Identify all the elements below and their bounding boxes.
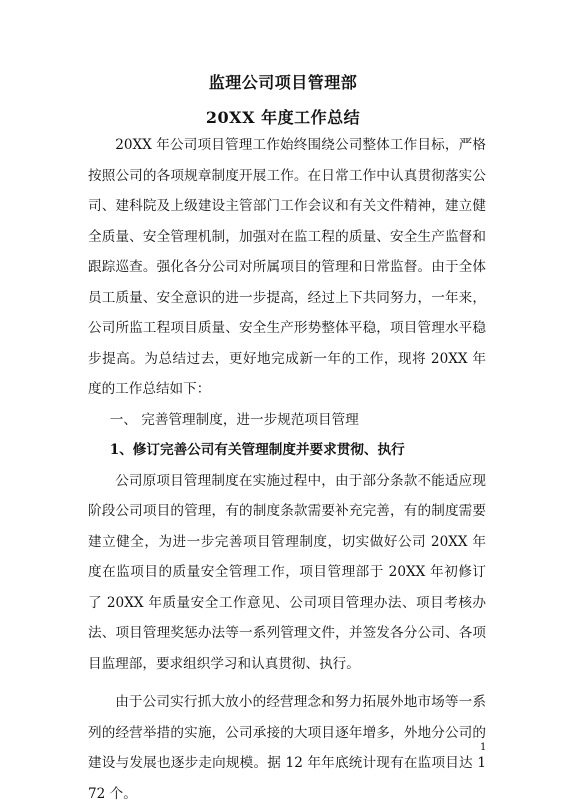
section-heading: 一、 完善管理制度，进一步规范项目管理 [109, 411, 359, 428]
document-subtitle: 20XX 年度工作总结 [205, 108, 361, 127]
body-paragraph: 由于公司实行抓大放小的经营理念和努力拓展外地市场等一系列的经营举措的实施，公司承接的大项目逐年增多，外地分公司的建设与发展也逐步走向规模。据 12 年年底统计现有在监项目达 172 个。 [88, 694, 486, 802]
document-title: 监理公司项目管理部 [208, 73, 358, 92]
document-body [88, 130, 486, 809]
intro-paragraph: 20XX 年公司项目管理工作始终围绕公司整体工作目标，严格按照公司的各项规章制度开展工作。在日常工作中认真贯彻落实公司、建科院及上级建设主管部门工作会议和有关文件精神，建立健全质量、安全管理机制，加强对在监工程的质量、安全生产监督和跟踪巡查。强化各分公司对所属项目的管理和日常监督。由于全体员工质量、安全意识的进一步提高，经过上下共同努力，一年来，公司所监工程项目质量、安全生产形势整体平稳，项目管理水平稳步提高。为总结过去，更好地完成新一年的工作，现将 20XX 年度的工作总结如下： [88, 137, 486, 397]
body-paragraph: 公司原项目管理制度在实施过程中，由于部分条款不能适应现阶段公司项目的管理，有的制度条款需要补充完善，有的制度需要建立健全，为进一步完善项目管理制度，切实做好公司 20XX 年度在监项目的质量安全管理工作，项目管理部于 20XX 年初修订了 20XX 年质量安全工作意见、公司项目管理办法、项目考核办法、项目管理奖惩办法等一系列管理文件，并签发各分公司、各项目监理部，要求组织学习和认真贯彻、执行。 [88, 472, 486, 672]
subsection-heading: 1、修订完善公司有关管理制度并要求贯彻、执行 [109, 442, 405, 458]
page-number: 1 [480, 742, 487, 753]
